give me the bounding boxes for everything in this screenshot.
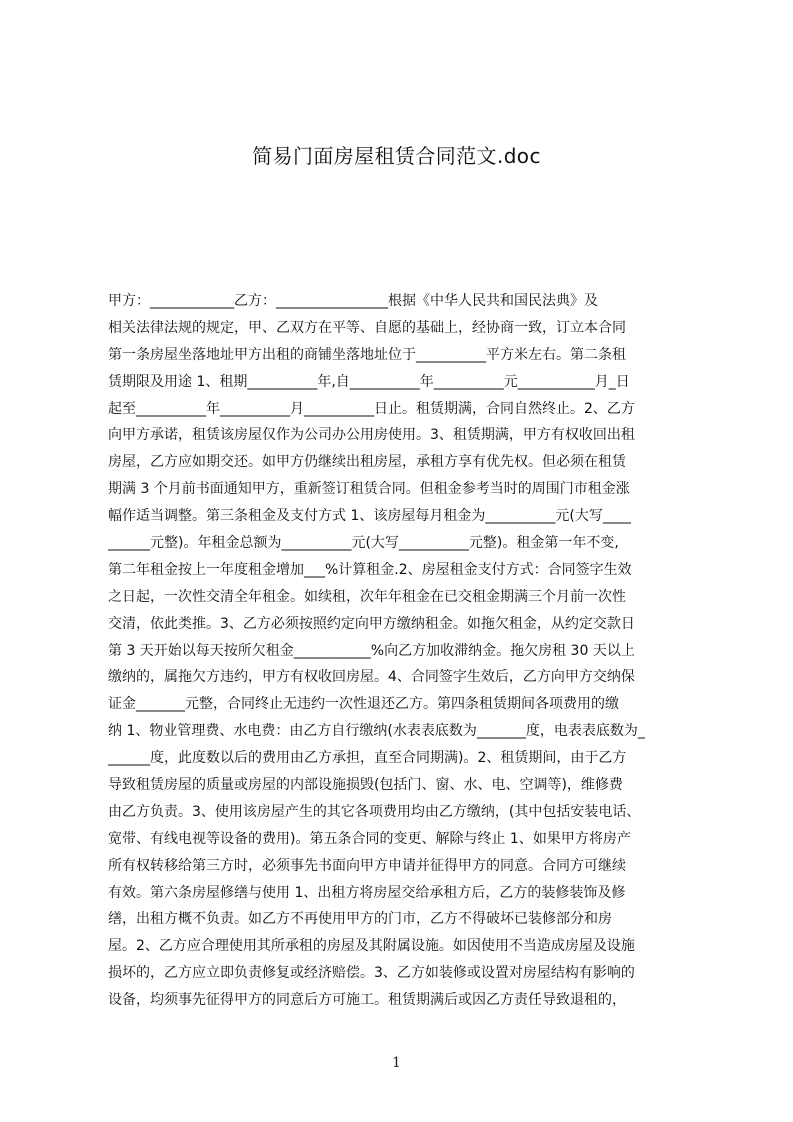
text-line: 赁期限及用途 1、租期__________年,自__________年__________元___________月_日 — [108, 373, 630, 390]
contract-body — [108, 288, 698, 1028]
text-line: 期满 3 个月前书面通知甲方，重新签订租赁合同。但租金参考当时的周围门市租金涨 — [108, 481, 630, 498]
text-line: 房屋，乙方应如期交还。如甲方仍继续出租房屋，承租方享有优先权。但必须在租赁 — [108, 454, 626, 471]
page-number: 1 — [392, 1055, 401, 1071]
text-line: ______度，此度数以后的费用由乙方承担，直至合同期满)。2、租赁期间，由于乙方 — [108, 750, 627, 767]
text-line: 损坏的，乙方应立即负责修复或经济赔偿。3、乙方如装修或设置对房屋结构有影响的 — [108, 965, 635, 982]
text-line: 有效。第六条房屋修缮与使用 1、出租方将房屋交给承租方后，乙方的装修装饰及修 — [108, 884, 626, 901]
text-line: 第一条房屋坐落地址甲方出租的商铺坐落地址位于__________平方米左右。第二条租 — [108, 346, 626, 363]
text-line: 起至__________年__________月__________日止。租赁期满，合同自然终止。2、乙方 — [108, 400, 635, 417]
text-line: 由乙方负责。3、使用该房屋产生的其它各项费用均由乙方缴纳，(其中包括安装电话、 — [108, 803, 641, 820]
text-line: 向甲方承诺，租赁该房屋仅作为公司办公用房使用。3、租赁期满，甲方有权收回出租 — [108, 427, 635, 444]
text-line: 幅作适当调整。第三条租金及支付方式 1、该房屋每月租金为__________元(大写____ — [108, 508, 631, 525]
text-line: 甲方：____________乙方：________________根据《中华人民共和国民法典》及 — [108, 293, 598, 309]
text-line: 纳 1、物业管理费、水电费：由乙方自行缴纳(水表表底数为_______度，电表表底数为_ — [108, 723, 645, 740]
text-line: 设备，均须事先征得甲方的同意后方可施工。租赁期满后或因乙方责任导致退租的， — [108, 992, 626, 1009]
document-title: 简易门面房屋租赁合同范文.doc — [252, 144, 541, 168]
text-line: 屋。2、乙方应合理使用其所承租的房屋及其附属设施。如因使用不当造成房屋及设施 — [108, 938, 635, 955]
text-line: 第 3 天开始以每天按所欠租金___________%向乙方加收滞纳金。拖欠房租 30 天以上 — [108, 642, 635, 659]
text-line: 之日起，一次性交清全年租金。如续租，次年年租金在已交租金期满三个月前一次性 — [108, 588, 626, 605]
text-line: 缮，出租方概不负责。如乙方不再使用甲方的门市，乙方不得破坏已装修部分和房 — [108, 911, 612, 928]
text-line: 宽带、有线电视等设备的费用)。第五条合同的变更、解除与终止 1、如果甲方将房产 — [108, 830, 631, 847]
text-line: ______元整)。年租金总额为__________元(大写__________元整)。租金第一年不变, — [108, 535, 619, 552]
text-line: 证金_______元整，合同终止无违约一次性退还乙方。第四条租赁期间各项费用的缴 — [108, 696, 619, 713]
text-line: 所有权转移给第三方时，必须事先书面向甲方申请并征得甲方的同意。合同方可继续 — [108, 857, 626, 874]
text-line: 缴纳的，属拖欠方违约，甲方有权收回房屋。4、合同签字生效后，乙方向甲方交纳保 — [108, 669, 635, 686]
text-line: 交清，依此类推。3、乙方必须按照约定向甲方缴纳租金。如拖欠租金，从约定交款日 — [108, 615, 635, 632]
text-line: 导致租赁房屋的质量或房屋的内部设施损毁(包括门、窗、水、电、空调等)，维修费 — [108, 777, 623, 794]
text-line: 相关法律法规的规定，甲、乙双方在平等、自愿的基础上，经协商一致，订立本合同 — [108, 319, 626, 336]
text-line: 第二年租金按上一年度租金增加___%计算租金.2、房屋租金支付方式：合同签字生效 — [108, 561, 632, 578]
